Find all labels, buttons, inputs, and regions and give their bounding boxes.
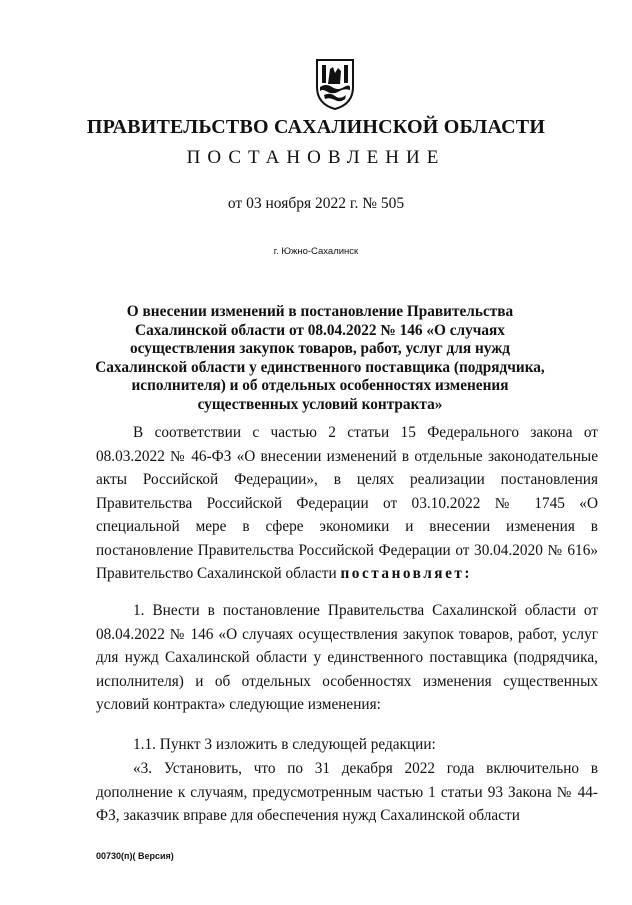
preamble-text: В соответствии с частью 2 статьи 15 Федерального закона от 08.03.2022 № 46-ФЗ «О внесении изменений в отдельные законодательные акты Российской Федерации», в целях реализации постановления Правительства Российской Федерации от 03.10.2022 № 1745 «О специальной мере в сфере экономики и внесении изменения в постановление Правительства Российской Федерации от 30.04.2020 № 616» Правительство Сахалинской области <box>96 424 598 582</box>
resolves-word: постановляет: <box>340 565 472 582</box>
document-city: г. Южно-Сахалинск <box>273 246 359 257</box>
document-subject: О внесении изменений в постановление Правительства Сахалинской области от 08.04.2022 № 146 «О случаях осуществления закупок товаров, работ, услуг для нужд Сахалинской области у единственного поставщика (подрядчика, исполнителя) и об отдельных особенностях изменения существенных условий контракта» <box>95 303 545 413</box>
document-type: ПОСТАНОВЛЕНИЕ <box>186 147 446 168</box>
document-date-number: от 03 ноября 2022 г. № 505 <box>227 195 405 212</box>
preamble-paragraph <box>96 421 598 586</box>
footer-version-code: 00730(п)( Версия) <box>96 851 174 861</box>
item-1-paragraph: 1. Внести в постановление Правительства Сахалинской области от 08.04.2022 № 146 «О случаях осуществления закупок товаров, работ, услуг для нужд Сахалинской области у единственного поставщика (подрядчика, исполнителя) и об отдельных особенностях изменения существенных условий контракта» следующие изменения: <box>96 602 598 713</box>
item-1-1-paragraph: 1.1. Пункт 3 изложить в следующей редакции: <box>133 736 436 753</box>
item-3-paragraph: «3. Установить, что по 31 декабря 2022 года включительно в дополнение к случаям, предусмотренным частью 1 статьи 93 Закона № 44-ФЗ, заказчик вправе для обеспечения нужд Сахалинской области <box>96 760 598 824</box>
sakhalin-coat-of-arms-icon <box>314 57 356 111</box>
government-title: ПРАВИТЕЛЬСТВО САХАЛИНСКОЙ ОБЛАСТИ <box>86 116 546 138</box>
